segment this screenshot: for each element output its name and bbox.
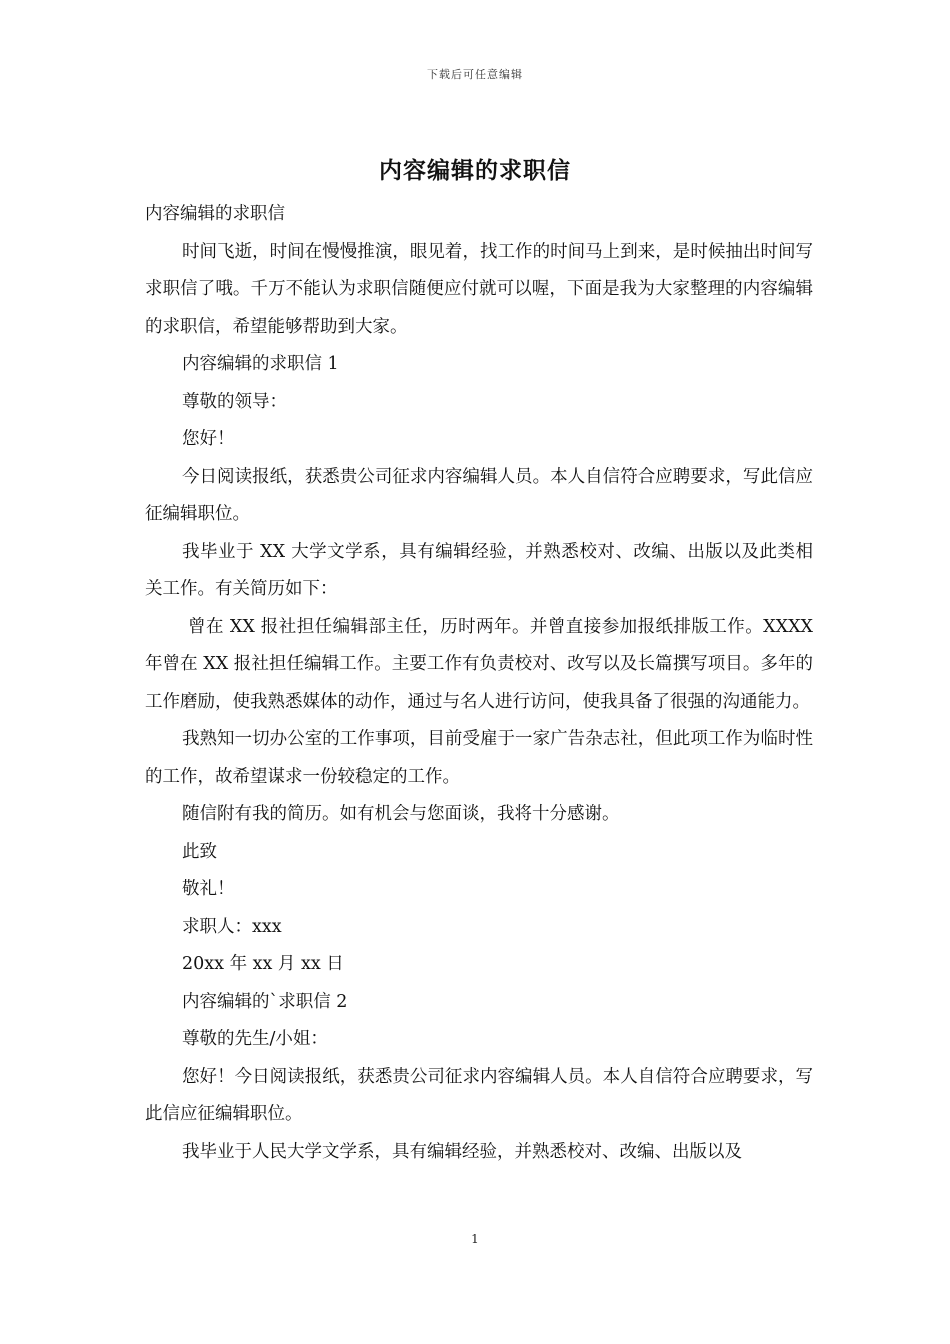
letter-1-salutation: 尊敬的领导： [182,391,287,412]
letter-1-regards: 敬礼！ [182,879,235,899]
document-title: 内容编辑的求职信 [379,157,571,184]
page-header-note: 下载后可任意编辑 [427,68,523,81]
letter-1-closing: 此致 [182,841,217,862]
page-number: 1 [471,1232,479,1246]
intro-paragraph: 时间飞逝，时间在慢慢推演，眼见着，找工作的时间马上到来，是时候抽出时间写求职信了哦。千万不能认为求职信随便应付就可以喔，下面是我为大家整理的内容编辑的求职信，希望能够帮助到大家。 [145,241,813,337]
document-body [145,196,813,1171]
letter-1-paragraph: 曾在 XX 报社担任编辑部主任，历时两年。并曾直接参加报纸排版工作。XXXX 年曾在 XX 报社担任编辑工作。主要工作有负责校对、改写以及长篇撰写项目。多年的工作磨励，使我熟悉媒体的动作，通过与名人进行访问，使我具备了很强的沟通能力。 [145,616,813,712]
subtitle-paragraph: 内容编辑的求职信 [145,204,285,224]
letter-2-heading: 内容编辑的`求职信 2 [182,991,348,1012]
letter-1-heading: 内容编辑的求职信 1 [182,354,339,374]
letter-1-paragraph: 今日阅读报纸，获悉贵公司征求内容编辑人员。本人自信符合应聘要求，写此信应征编辑职位。 [145,466,813,524]
letter-2-salutation: 尊敬的先生/小姐： [182,1029,328,1049]
letter-1-greeting: 您好！ [182,429,235,449]
letter-2-paragraph: 您好！今日阅读报纸，获悉贵公司征求内容编辑人员。本人自信符合应聘要求，写此信应征编辑职位。 [145,1066,813,1124]
letter-1-paragraph: 我熟知一切办公室的工作事项，目前受雇于一家广告杂志社，但此项工作为临时性的工作，故希望谋求一份较稳定的工作。 [145,729,813,787]
letter-1-paragraph: 我毕业于 XX 大学文学系，具有编辑经验，并熟悉校对、改编、出版以及此类相关工作。有关简历如下： [145,541,813,599]
letter-1-date: 20xx 年 xx 月 xx 日 [182,954,344,974]
letter-1-paragraph: 随信附有我的简历。如有机会与您面谈，我将十分感谢。 [182,804,620,824]
letter-2-paragraph: 我毕业于人民大学文学系，具有编辑经验，并熟悉校对、改编、出版以及 [182,1141,742,1162]
letter-1-signature: 求职人：xxx [182,916,282,937]
